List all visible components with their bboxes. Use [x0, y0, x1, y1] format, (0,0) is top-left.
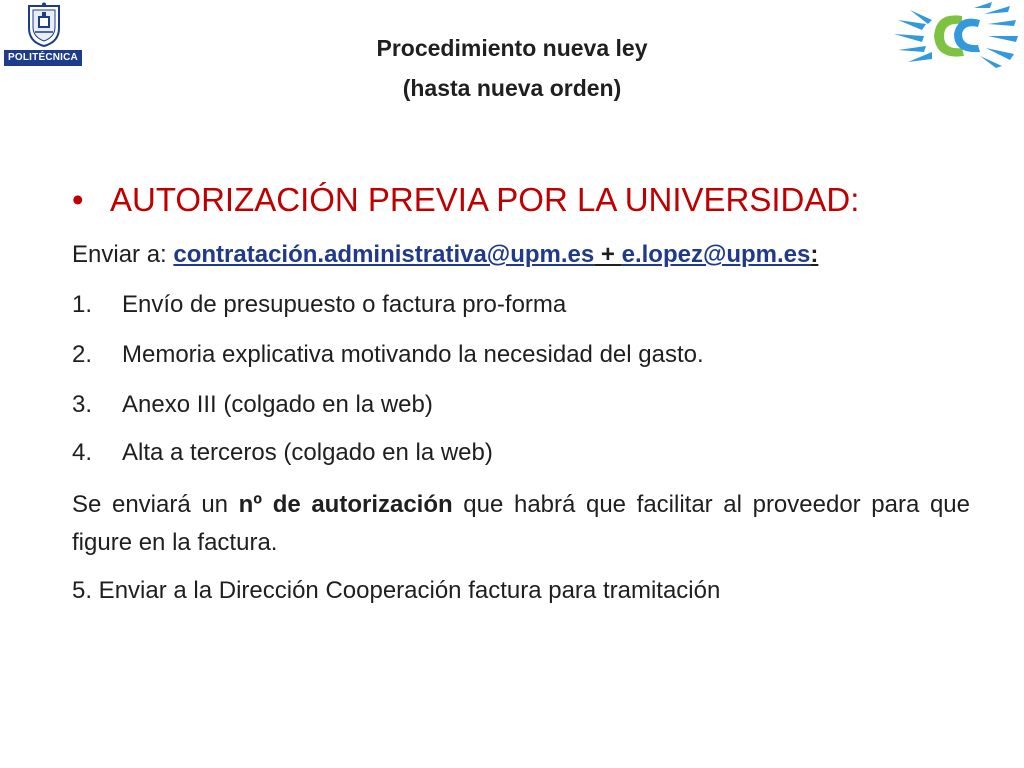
list-number: 3.	[72, 391, 93, 418]
list-text: Anexo III (colgado en la web)	[122, 391, 433, 418]
list-number: 2.	[72, 341, 93, 368]
list-text: Alta a terceros (colgado en la web)	[122, 439, 493, 466]
email-link-elopez[interactable]: e.lopez@upm.es	[621, 241, 811, 268]
list-text: Memoria explicativa motivando la necesidad del gasto.	[122, 341, 704, 368]
list-number: 4.	[72, 439, 93, 466]
send-label: Enviar a:	[72, 241, 174, 268]
list-item	[72, 338, 704, 372]
bullet-icon: •	[72, 181, 84, 218]
list-item	[72, 388, 433, 422]
title-line-2: (hasta nueva orden)	[402, 75, 622, 101]
upm-emblem-icon	[25, 2, 63, 48]
plus-sign: +	[594, 241, 622, 268]
heading-text: AUTORIZACIÓN PREVIA POR LA UNIVERSIDAD:	[110, 181, 860, 218]
paragraph-part-1: Se enviará un	[72, 491, 239, 518]
list-item	[72, 288, 566, 322]
list-text: Envío de presupuesto o factura pro-forma	[122, 291, 567, 318]
section-heading	[72, 176, 859, 224]
list-item	[72, 436, 493, 470]
email-link-contratacion[interactable]: contratación.administrativa@upm.es	[173, 241, 595, 268]
colon: :	[810, 241, 819, 268]
list-number: 1.	[72, 291, 93, 318]
authorization-paragraph	[72, 486, 970, 562]
paragraph-part-2: que habrá que facilitar al proveedor para que figure en la factura.	[72, 491, 970, 556]
paragraph-bold: nº de autorización	[238, 491, 453, 518]
upm-logo	[4, 2, 82, 66]
upm-label: POLITÉCNICA	[4, 50, 82, 66]
send-to-line	[72, 238, 818, 272]
slide-title	[212, 28, 812, 108]
cooperation-sun-icon	[892, 2, 1020, 70]
final-step: 5. Enviar a la Dirección Cooperación factura para tramitación	[72, 577, 721, 604]
title-line-1: Procedimiento nueva ley	[376, 35, 648, 61]
